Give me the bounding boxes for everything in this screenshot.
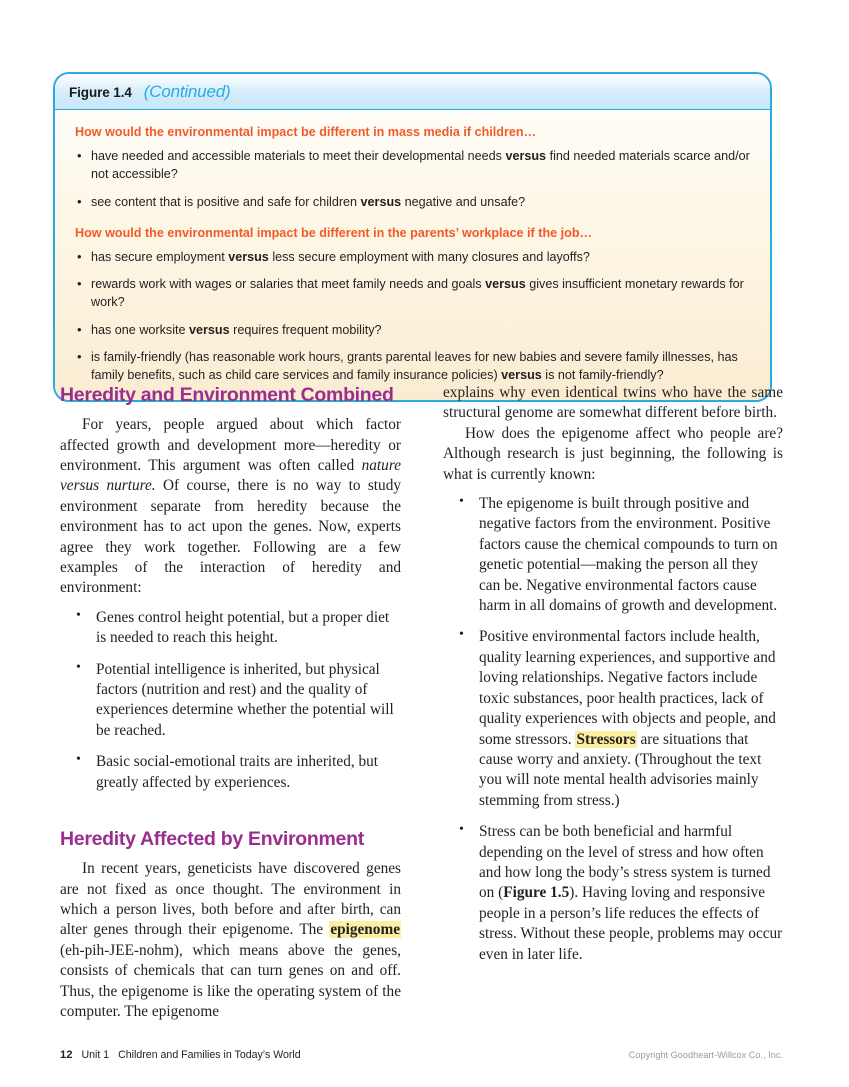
figure-question-2: How would the environmental impact be different in the parents’ workplace if the job… — [75, 225, 593, 240]
figure-question-1: How would the environmental impact be different in mass media if children… — [75, 125, 537, 139]
footer-unit-number: Unit 1 — [81, 1049, 110, 1061]
item-text-post: less secure employment with many closures and layoffs? — [268, 249, 590, 264]
bullet-dot-icon: • — [459, 627, 464, 643]
list-item-text-pre: Positive environmental factors include health, quality learning experiences, and supportive and loving relationships. Negative factors include toxic substances, poor health practices, lack of quality experiences with objects and people, and some stressors. — [479, 628, 776, 748]
footer-copyright: Copyright Goodheart-Willcox Co., Inc. — [628, 1050, 783, 1060]
item-text-bold: versus — [501, 368, 542, 382]
item-text-bold: versus — [505, 149, 547, 163]
list-item — [443, 627, 783, 811]
list-item-text-post: are situations that cause worry and anxiety. (Throughout the text you will note mental health advisories mainly stemming from stress.) — [479, 730, 762, 809]
figure-list-item — [75, 348, 754, 385]
list-item-text-pre: Stress can be both beneficial and harmful depending on the level of stress and how often and how long the body’s stress system is turned on ( — [479, 823, 771, 902]
figure-list-2 — [75, 248, 754, 385]
article-columns — [60, 383, 783, 1023]
bullet-dot-icon: • — [459, 822, 464, 838]
highlighted-term-epigenome: epigenome — [330, 921, 400, 939]
item-text-bold: versus — [189, 322, 230, 337]
left-column — [60, 383, 401, 1023]
item-text-pre: rewards work with wages or salaries that meet family needs and goals — [91, 277, 486, 291]
para-text-italic: nature versus nurture. — [60, 456, 401, 495]
item-text-pre: see content that is positive and safe for children — [91, 194, 361, 209]
footer-page-number: 12 — [60, 1049, 73, 1061]
paragraph-epigenome — [60, 859, 401, 1022]
item-text-bold: versus — [360, 194, 402, 209]
list-item-text: Basic social-emotional traits are inherited, but greatly affected by experiences. — [96, 753, 379, 791]
right-bullet-list — [443, 494, 783, 965]
figure-list-item — [75, 193, 754, 211]
item-text-bold: versus — [485, 277, 526, 291]
page-footer — [60, 1049, 783, 1061]
figure-list-item — [75, 321, 754, 339]
paragraph-how-does-epigenome-affect: How does the epigenome affect who people are? Although research is just beginning, the following is what is currently known: — [443, 424, 783, 483]
figure-list-item — [75, 248, 754, 266]
section-heading-heredity-affected-by-environment: Heredity Affected by Environment — [60, 828, 364, 851]
figure-box — [53, 72, 772, 402]
figure-list-item — [75, 147, 754, 184]
highlighted-term-stressors: Stressors — [576, 730, 636, 748]
bullet-dot-icon: • — [77, 248, 82, 264]
bullet-dot-icon: • — [77, 348, 82, 364]
paragraph-identical-twins: explains why even identical twins who have the same structural genome are somewhat different before birth. — [443, 384, 783, 422]
right-column — [443, 383, 783, 1023]
figure-label: Figure 1.4 — [69, 85, 132, 100]
list-item — [443, 822, 783, 965]
bullet-dot-icon: • — [459, 494, 464, 510]
list-item — [60, 660, 401, 742]
list-item — [60, 752, 401, 793]
bullet-dot-icon: • — [76, 607, 81, 623]
item-text-post: find needed materials scarce and/or not accessible? — [91, 149, 750, 182]
bullet-dot-icon: • — [77, 276, 82, 291]
bullet-dot-icon: • — [76, 752, 81, 768]
item-text-pre: have needed and accessible materials to meet their developmental needs — [91, 149, 506, 163]
item-text-pre: has secure employment — [91, 249, 229, 264]
list-item — [60, 608, 401, 649]
bullet-dot-icon: • — [77, 148, 82, 163]
paragraph-nature-versus-nurture — [60, 415, 401, 599]
para-text-a: In recent years, geneticists have discovered genes are not fixed as once thought. The environment in which a person lives, both before and after birth, can alter genes through their epigenome. The — [60, 860, 401, 939]
item-text-post: negative and unsafe? — [401, 194, 526, 209]
list-item-text: The epigenome is built through positive and negative factors from the environment. Positive factors cause the chemical compounds to turn on genetic potential—making the person all they can be. Negative environmental factors cause harm in all domains of growth and development. — [479, 495, 778, 615]
figure-cross-reference: Figure 1.5 — [503, 884, 570, 902]
figure-header — [55, 74, 770, 110]
left-bullet-list — [60, 608, 401, 793]
item-text-pre: has one worksite — [91, 322, 190, 337]
section-heading-heredity-and-environment-combined: Heredity and Environment Combined — [60, 384, 394, 406]
bullet-dot-icon: • — [77, 193, 82, 209]
item-text-post: gives insufficient monetary rewards for work? — [91, 277, 744, 310]
figure-list-item — [75, 275, 754, 312]
footer-unit-title: Children and Families in Today’s World — [118, 1049, 301, 1061]
item-text-pre: is family-friendly (has reasonable work hours, grants parental leaves for new babies and severe family illnesses, has family benefits, such as child care services and family insurance policies) — [91, 349, 738, 382]
list-item-text: Potential intelligence is inherited, but physical factors (nutrition and rest) and the quality of experiences determine whether the potential will be reached. — [96, 660, 394, 739]
footer-left-group — [60, 1049, 301, 1061]
item-text-post: is not family-friendly? — [541, 368, 664, 382]
figure-list-1 — [75, 147, 754, 211]
para-text-b: (eh-pih-JEE-nohm), which means above the genes, consists of chemicals that can turn genes on and off. Thus, the epigenome is like the operating system of the computer. The epigenome — [60, 941, 401, 1021]
item-text-post: requires frequent mobility? — [229, 322, 382, 337]
list-item-text-post: ). Having loving and responsive people in a person’s life reduces the effects of stress. Without these people, problems may occur even in later life. — [479, 884, 783, 963]
list-item — [443, 494, 783, 616]
bullet-dot-icon: • — [77, 321, 82, 337]
figure-continued-label: (Continued) — [143, 82, 231, 101]
para-text-a: For years, people argued about which factor affected growth and development more—heredity or environment. This argument was often called — [60, 416, 401, 474]
para-text-b: Of course, there is no way to study environment separate from heredity because the environment has to act upon the genes. Now, experts agree they work together. Following are a few examples of the interaction of heredity and environment: — [60, 477, 401, 597]
item-text-bold: versus — [228, 249, 269, 264]
figure-body — [55, 110, 770, 400]
bullet-dot-icon: • — [76, 659, 81, 675]
list-item-text: Genes control height potential, but a proper diet is needed to reach this height. — [96, 608, 390, 647]
